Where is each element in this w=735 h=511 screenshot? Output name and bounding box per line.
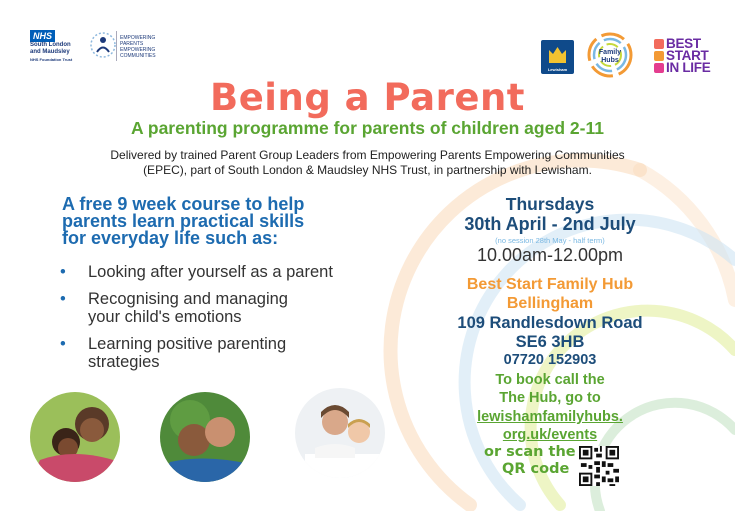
nhs-trust-subtitle: NHS Foundation Trust xyxy=(30,57,73,62)
booking-text: The Hub, go to xyxy=(499,390,601,406)
session-day: Thursdays xyxy=(505,194,595,214)
bullet-dot-icon: • xyxy=(60,335,66,353)
epec-logo-text: EMPOWERING PARENTS EMPOWERING COMMUNITIES xyxy=(120,35,156,59)
family-hubs-line2: Hubs xyxy=(601,57,619,64)
list-item: • Recognising and managing your child's emotions xyxy=(60,290,288,326)
family-hubs-logo xyxy=(585,30,635,80)
photo-parent-and-child-drawing xyxy=(295,388,385,478)
lewisham-label: Lewisham xyxy=(547,67,568,72)
nhs-logo-badge: NHS xyxy=(30,30,55,42)
session-note: (no session 28th May - half term) xyxy=(495,236,605,245)
venue-phone: 07720 152903 xyxy=(503,352,597,368)
best-start-in-life-logo: BEST START IN LIFE xyxy=(654,38,710,74)
booking-link[interactable]: lewishamfamilyhubs. xyxy=(477,409,623,425)
booking-link-line2[interactable]: org.uk/events xyxy=(502,427,598,443)
list-item: • Looking after yourself as a parent xyxy=(60,263,333,281)
qr-code-icon[interactable] xyxy=(579,446,619,486)
venue-name: Best Start Family Hub xyxy=(466,276,634,293)
bullet-dot-icon: • xyxy=(60,263,66,281)
session-dates: 30th April - 2nd July xyxy=(464,214,636,234)
bullet-dot-icon: • xyxy=(60,290,66,308)
epec-logo-icon xyxy=(88,30,118,60)
page-subtitle: A parenting programme for parents of children aged 2-11 xyxy=(131,118,604,138)
venue-postcode: SE6 3HB xyxy=(515,333,585,351)
family-hubs-line1: Family xyxy=(598,49,622,56)
list-item: • Learning positive parenting strategies xyxy=(60,335,287,371)
course-lead-text: A free 9 week course to help parents learn practical skills for everyday life such as: xyxy=(62,194,305,248)
booking-qr-text: QR code xyxy=(502,461,570,477)
booking-scan-text: or scan the xyxy=(484,444,576,460)
session-time: 10.00am-12.00pm xyxy=(476,245,624,265)
booking-text: To book call the xyxy=(495,372,605,388)
nhs-trust-name: South London and Maudsley xyxy=(30,42,71,55)
photo-two-children xyxy=(160,392,250,482)
photo-mother-and-child xyxy=(30,392,120,482)
crown-icon xyxy=(541,40,574,68)
venue-address: 109 Randlesdown Road xyxy=(457,314,643,332)
delivery-statement: Delivered by trained Parent Group Leaders from Empowering Parents Empowering Communities (EPEC), part of South London & Maudsley NHS Trust, in partnership with Lewisham. xyxy=(110,148,625,177)
venue-name-line2: Bellingham xyxy=(506,295,594,312)
page-title: Being a Parent xyxy=(210,76,525,119)
